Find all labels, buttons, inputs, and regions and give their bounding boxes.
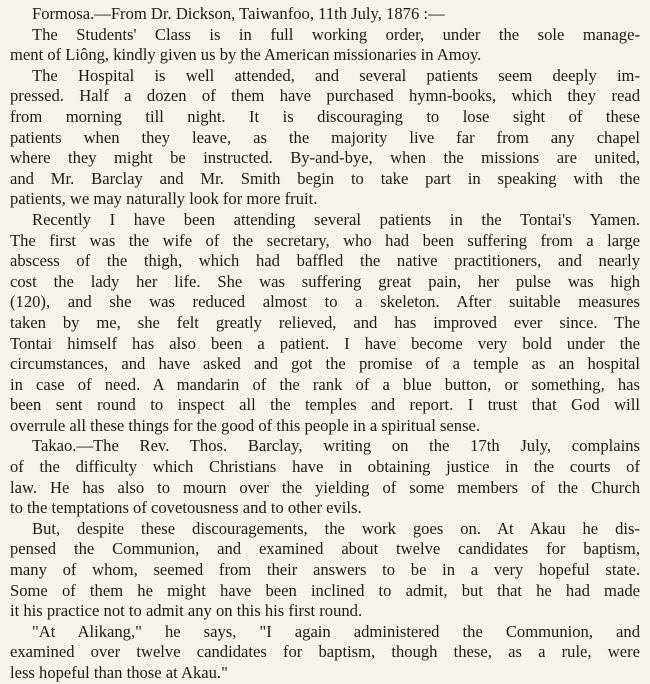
text-line: overrule all these things for the good of this people in a spiritual sense. (10, 415, 481, 435)
text-line: and Mr. Barclay and Mr. Smith begin to take part in speaking with the (10, 168, 640, 188)
text-line: Tontai himself has also been a patient. I have become very bold under the (10, 333, 640, 353)
text-line: But, despite these discouragements, the work goes on. At Akau he dis- (32, 518, 640, 538)
text-line: from morning till night. It is discouraging to lose sight of these (10, 106, 640, 126)
text-line: patients when they leave, as the majority live far from any chapel (10, 127, 640, 147)
text-line: in case of need. A mandarin of the rank of a blue button, or something, has (10, 374, 640, 394)
text-line: where they might be instructed. By-and-bye, when the missions are united, (10, 148, 640, 168)
text-line: The Hospital is well attended, and several patients seem deeply im- (32, 65, 640, 85)
text-line: (120), and she was reduced almost to a skeleton. After suitable measures (10, 292, 640, 312)
text-line: abscess of the thigh, which had baffled the native practitioners, and nearly (10, 251, 640, 271)
text-line: patients, we may naturally look for more fruit. (10, 189, 318, 209)
text-line: many of whom, seemed from their answers to be in a very hopeful state. (10, 560, 640, 580)
text-line: law. He has also to mourn over the yielding of some members of the Church (10, 477, 640, 497)
text-line: less hopeful than those at Akau." (10, 663, 228, 682)
text-line: Formosa.—From Dr. Dickson, Taiwanfoo, 11th July, 1876 :— (32, 4, 445, 23)
letter-text (10, 4, 640, 684)
text-line: Recently I have been attending several patients in the Tontai's Yamen. (32, 209, 640, 229)
text-line: cost the lady her life. She was suffering great pain, her pulse was high (10, 271, 640, 291)
text-line: ment of Liông, kindly given us by the American missionaries in Amoy. (10, 45, 482, 65)
text-line: pressed. Half a dozen of them have purchased hymn-books, which they read (10, 86, 640, 106)
text-line: Takao.—The Rev. Thos. Barclay, writing on the 17th July, complains (32, 436, 640, 456)
text-line: taken by me, she felt greatly relieved, and has improved ever since. The (10, 312, 640, 332)
text-line: pensed the Communion, and examined about twelve candidates for baptism, (10, 539, 640, 559)
text-line: The first was the wife of the secretary, who had been suffering from a large (10, 230, 640, 250)
text-line: Some of them he might have been inclined to admit, but that he had made (10, 580, 640, 600)
text-line: "At Alikang," he says, "I again administered the Communion, and (32, 621, 640, 641)
text-line: to the temptations of covetousness and to other evils. (10, 498, 362, 518)
text-line: it his practice not to admit any on this his first round. (10, 601, 363, 621)
text-line: examined over twelve candidates for baptism, though these, as a rule, were (10, 642, 640, 662)
text-line: The Students' Class is in full working order, under the sole manage- (32, 24, 640, 44)
text-line: been sent round to inspect all the temples and report. I trust that God will (10, 395, 640, 415)
text-line: circumstances, and have asked and got the promise of a temple as an hospital (10, 354, 640, 374)
text-line: of the difficulty which Christians have in obtaining justice in the courts of (10, 457, 640, 477)
